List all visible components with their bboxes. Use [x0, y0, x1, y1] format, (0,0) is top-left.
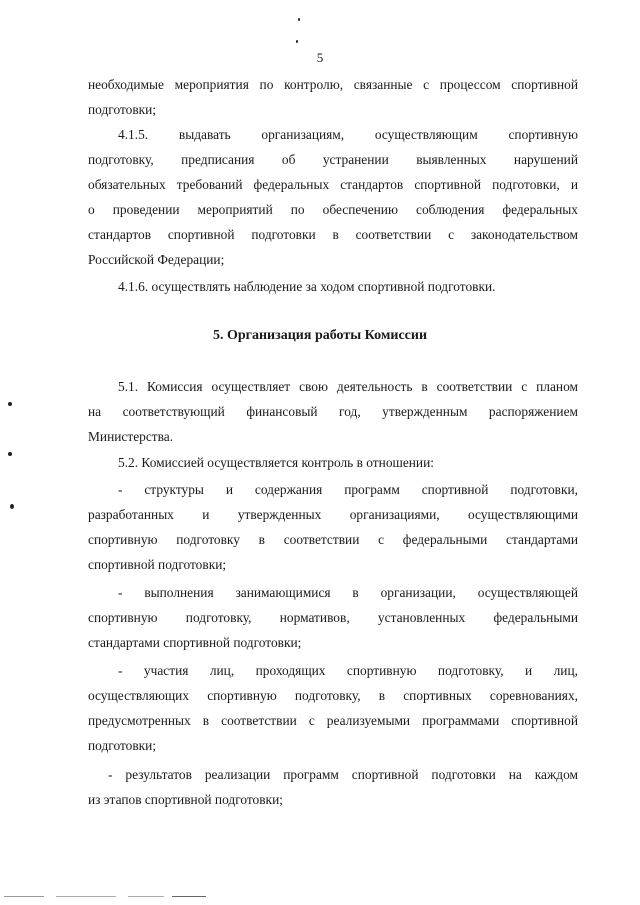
- scan-line: [4, 896, 44, 897]
- scan-speck: [296, 40, 298, 43]
- list-item-structure: [88, 477, 578, 577]
- paragraph-4-1-6: [88, 274, 578, 299]
- scan-line: [172, 896, 206, 897]
- text-line: спортивной подготовки;: [88, 557, 227, 572]
- text-line: - результатов реализации программ спортивной подготовки на каждом: [108, 767, 578, 782]
- text-line: разработанных и утвержденных организациями, осуществляющими: [88, 507, 578, 522]
- text-line: о проведении мероприятий по обеспечению соблюдения федеральных: [88, 202, 578, 217]
- text-line: осуществляющих спортивную подготовку, в спортивных соревнованиях,: [88, 688, 578, 703]
- list-item-norms: [88, 580, 578, 655]
- text-line: из этапов спортивной подготовки;: [88, 792, 283, 807]
- scan-speck: [8, 402, 12, 406]
- text-line: - структуры и содержания программ спортивной подготовки,: [118, 482, 578, 497]
- scan-speck: [10, 504, 14, 509]
- paragraph-5-2: [88, 450, 578, 475]
- text-line: 4.1.6. осуществлять наблюдение за ходом спортивной подготовки.: [118, 279, 496, 294]
- text-line: 5.1. Комиссия осуществляет свою деятельность в соответствии с планом: [118, 379, 578, 394]
- paragraph-5-1: [88, 374, 578, 449]
- list-item-participation: [88, 658, 578, 758]
- text-line: Министерства.: [88, 429, 174, 444]
- text-line: - участия лиц, проходящих спортивную подготовку, и лиц,: [118, 663, 578, 678]
- text-line: обязательных требований федеральных стандартов спортивной подготовки, и: [88, 177, 578, 192]
- text-line: 5.2. Комиссией осуществляется контроль в отношении:: [118, 455, 434, 470]
- page-number: 5: [316, 50, 324, 65]
- scan-line: [56, 896, 116, 897]
- text-line: на соответствующий финансовый год, утвержденным распоряжением: [88, 404, 578, 419]
- section-heading: 5. Организация работы Комиссии: [212, 328, 428, 343]
- scan-speck: [298, 18, 300, 21]
- paragraph-4-1-5: [88, 122, 578, 272]
- scan-line: [128, 896, 164, 897]
- text-line: спортивную подготовку в соответствии с федеральными стандартами: [88, 532, 578, 547]
- text-line: 4.1.5. выдавать организациям, осуществляющим спортивную: [118, 127, 578, 142]
- text-line: стандартами спортивной подготовки;: [88, 635, 302, 650]
- text-line: подготовки;: [88, 738, 157, 753]
- text-line: Российской Федерации;: [88, 252, 225, 267]
- text-line: предусмотренных в соответствии с реализуемыми программами спортивной: [88, 713, 578, 728]
- text-line: спортивную подготовку, нормативов, установленных федеральными: [88, 610, 578, 625]
- text-line: подготовку, предписания об устранении выявленных нарушений: [88, 152, 578, 167]
- text-line: подготовки;: [88, 102, 157, 117]
- text-line: - выполнения занимающимися в организации, осуществляющей: [118, 585, 578, 600]
- text-line: необходимые мероприятия по контролю, связанные с процессом спортивной: [88, 77, 578, 92]
- list-item-results: [88, 762, 578, 812]
- paragraph-continuation: [88, 72, 578, 122]
- scan-speck: [8, 452, 12, 456]
- text-line: стандартов спортивной подготовки в соответствии с законодательством: [88, 227, 578, 242]
